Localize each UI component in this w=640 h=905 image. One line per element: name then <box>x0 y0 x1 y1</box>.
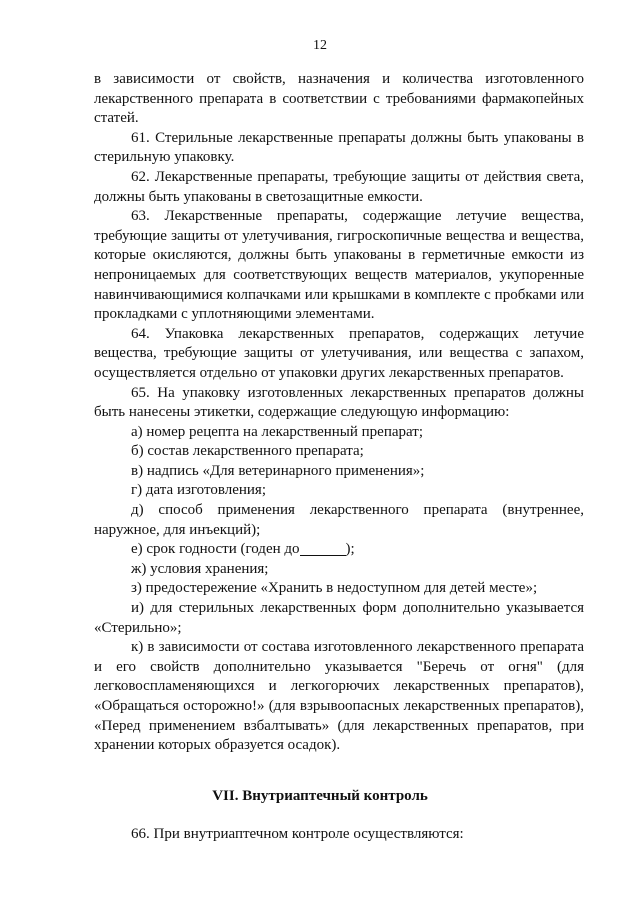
paragraph-62: 62. Лекарственные препараты, требующие защиты от действия света, должны быть упакованы в светозащитные емкости. <box>94 168 584 205</box>
list-item-v: в) надпись «Для ветеринарного применения»; <box>131 462 425 479</box>
list-item-b: б) состав лекарственного препарата; <box>131 443 364 460</box>
list-item-a: а) номер рецепта на лекарственный препарат; <box>131 423 423 440</box>
paragraph-63: 63. Лекарственные препараты, содержащие летучие вещества, требующие защиты от улетучивания, гигроскопичные вещества и вещества, которые окисляются, должны быть упакованы в герметичные емкости из непроницаемых для соответствующих веществ материалов, укупоренные навинчивающимися колпачками или крышками в комплекте с пробками или прокладками с уплотняющими элементами. <box>94 208 584 323</box>
list-item-zh: ж) условия хранения; <box>131 560 269 577</box>
paragraph-66: 66. При внутриаптечном контроле осуществляются: <box>131 826 464 842</box>
list-item-d: д) способ применения лекарственного препарата (внутреннее, наружное, для инъекций); <box>94 502 584 538</box>
section-heading: VII. Внутриаптечный контроль <box>212 788 428 804</box>
blank-line <box>300 541 346 556</box>
list-item-z: з) предостережение «Хранить в недоступном для детей месте»; <box>131 580 538 597</box>
list-item-g: г) дата изготовления; <box>131 482 266 499</box>
list-item-k: к) в зависимости от состава изготовленного лекарственного препарата и его свойств дополнительно указывается "Беречь от огня" (для легковоспламеняющихся и легкогорючих лекарственных препаратов), «Обращаться осторожно!» (для взрывоопасных лекарственных препаратов), «Перед применением взбалтывать» (для лекарственных препаратов, при хранении которых образуется осадок). <box>94 639 584 754</box>
page-number: 12 <box>313 38 327 53</box>
paragraph-61: 61. Стерильные лекарственные препараты должны быть упакованы в стерильную упаковку. <box>94 129 584 166</box>
paragraph-64: 64. Упаковка лекарственных препаратов, содержащих летучие вещества, требующие защиты от улетучивания, или вещества с запахом, осуществляется отдельно от упаковки других лекарственных препаратов. <box>94 325 584 381</box>
list-item-e-text: е) срок годности (годен до <box>131 541 300 558</box>
paragraph-continuation: в зависимости от свойств, назначения и количества изготовленного лекарственного препарата в соответствии с требованиями фармакопейных статей. <box>94 71 584 127</box>
document-body <box>94 70 584 756</box>
list-item-e-close: ); <box>345 541 355 558</box>
paragraph-65: 65. На упаковку изготовленных лекарственных препаратов должны быть нанесены этикетки, содержащие следующую информацию: <box>94 384 584 421</box>
list-item-i: и) для стерильных лекарственных форм дополнительно указывается «Стерильно»; <box>94 600 584 636</box>
list-item-e <box>94 540 584 560</box>
